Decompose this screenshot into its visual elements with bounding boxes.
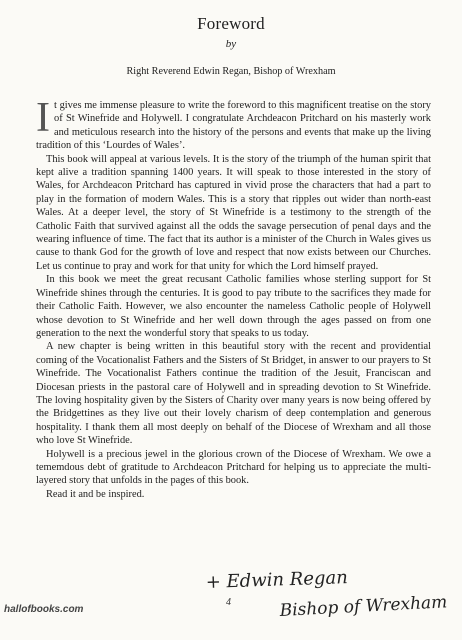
paragraph: This book will appeal at various levels. It is the story of the triumph of the human spirit that kept alive a tradition spanning 1400 years. It will speak to those interested in the story of Wales, for Archdeacon Pritchard has captured in vivid prose the characters that had a part to play in the formation of modern Wales. This is a story that ripples out wider than north-east Wales. At a deeper level, the story of St Winefride is a testimony to the strength of the Catholic Faith that survived against all the odds the savage persecution of penal days and the wearing influence of time. The fact that its author is a minister of the Church in Wales gives us cause to thank God for the growth of love and respect that now exists between our Churches. Let us continue to pray and work for that unity for which the Lord himself prayed. bbox=[36, 153, 431, 272]
paragraph: Read it and be inspired. bbox=[46, 488, 145, 500]
foreword-body bbox=[36, 95, 431, 501]
paragraph-text: t gives me immense pleasure to write the foreword to this magnificent treatise on the story of St Winefride and Holywell. I congratulate Archdeacon Pritchard on his masterly work and meticulous research into the history of the persons and events that make up the living tradition of this ‘Lourdes of Wales’. bbox=[36, 100, 431, 152]
paragraph: In this book we meet the great recusant Catholic families whose sterling support for St Winefride shines through the centuries. It is good to pay tribute to the sacrifices they made for their Catholic Faith. However, we also encounter the nameless Catholic people of Holywell whose devotion to St Winefride and her well down through the ages passed on from one generation to the next the wonderful story that speaks to us today. bbox=[36, 274, 431, 339]
byline: by bbox=[225, 38, 237, 50]
drop-cap: I bbox=[36, 95, 50, 141]
signature-handwritten bbox=[200, 566, 450, 626]
page-title: Foreword bbox=[197, 14, 265, 33]
page-number: 4 bbox=[226, 597, 231, 608]
paragraph: A new chapter is being written in this beautiful story with the recent and providential coming of the Vocationalist Fathers and the Sisters of St Bridget, in answer to our prayers to St Winefride. The Vocationalist Fathers continue the tradition of the Jesuit, Franciscan and Diocesan priests in the pastoral care of Holywell and in spreading devotion to St Winefride. The loving hospitality given by the Sisters of Charity over many years is now being offered by the Bridgettines as they live out their lovely charism of deep contemplation and generous hospitality. I thank them all most deeply on behalf of the Diocese of Wrexham and all those who love St Winefride. bbox=[36, 341, 431, 447]
signature-line-2: Bishop of Wrexham bbox=[279, 592, 448, 621]
signature-line-1: + Edwin Regan bbox=[205, 567, 349, 593]
paragraph: Holywell is a precious jewel in the glorious crown of the Diocese of Wrexham. We owe a tememdous debt of gratitude to Archdeacon Pritchard for helping us to appreciate the multi-layered story that unfolds in the pages of this book. bbox=[36, 448, 431, 487]
paragraph bbox=[36, 95, 431, 153]
watermark: hallofbooks.com bbox=[4, 604, 84, 615]
author-line: Right Reverend Edwin Regan, Bishop of Wrexham bbox=[126, 66, 336, 77]
